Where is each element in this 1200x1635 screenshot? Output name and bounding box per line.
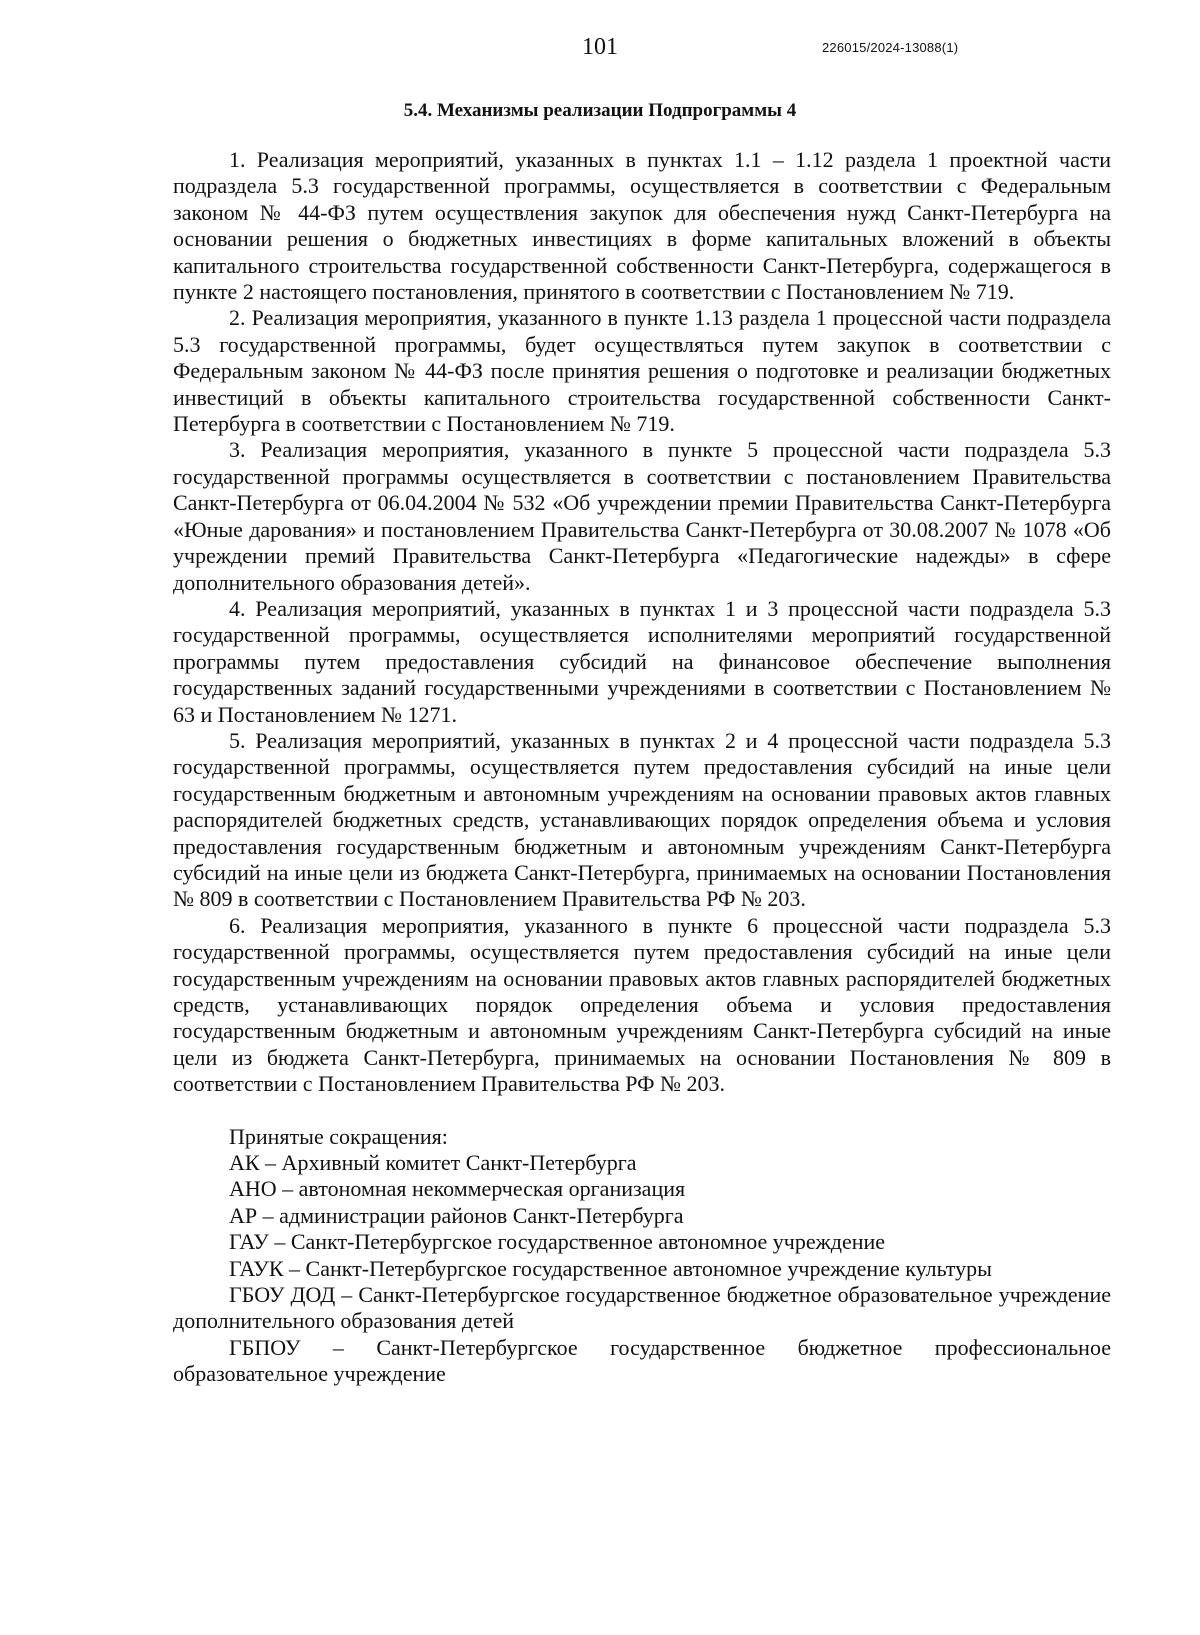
paragraph-3: 3. Реализация мероприятия, указанного в пункте 5 процессной части подраздела 5.3 государственной программы осуществляется в соответствии с постановлением Правительства Санкт-Петербурга от 06.04.2004 № 532 «Об учреждении премии Правительства Санкт-Петербурга «Юные дарования» и постановлением Правительства Санкт-Петербурга от 30.08.2007 № 1078 «Об учреждении премий Правительства Санкт-Петербурга «Педагогические надежды» в сфере дополнительного образования детей».: [173, 437, 1111, 595]
paragraph-6: 6. Реализация мероприятия, указанного в пункте 6 процессной части подраздела 5.3 государственной программы, осуществляется путем предоставления субсидий на иные цели государственным учреждениям на основании правовых актов главных распорядителей бюджетных средств, устанавливающих порядок определения объема и условия предоставления государственным бюджетным и автономным учреждениям Санкт-Петербурга субсидий на иные цели из бюджета Санкт-Петербурга, принимаемых на основании Постановления № 809 в соответствии с Постановлением Правительства РФ № 203.: [173, 912, 1111, 1097]
paragraph-2: 2. Реализация мероприятия, указанного в пункте 1.13 раздела 1 процессной части подраздела 5.3 государственной программы, будет осуществляться путем закупок в соответствии с Федеральным законом № 44-ФЗ после принятия решения о подготовке и реализации бюджетных инвестиций в объекты капитального строительства государственной собственности Санкт-Петербурга в соответствии с Постановлением № 719.: [173, 305, 1111, 437]
document-id: 226015/2024-13088(1): [822, 40, 959, 55]
abbreviation-item: АР – администрации районов Санкт-Петербурга: [229, 1202, 684, 1228]
abbreviation-item: ГБПОУ – Санкт-Петербургское государственное бюджетное профессиональное образовательное учреждение: [173, 1334, 1111, 1387]
paragraph-1: 1. Реализация мероприятий, указанных в пунктах 1.1 – 1.12 раздела 1 проектной части подраздела 5.3 государственной программы, осуществляется в соответствии с Федеральным законом № 44-ФЗ путем осуществления закупок для обеспечения нужд Санкт-Петербурга на основании решения о бюджетных инвестициях в форме капитальных вложений в объекты капитального строительства государственной собственности Санкт-Петербурга, содержащегося в пункте 2 настоящего постановления, принятого в соответствии с Постановлением № 719.: [173, 147, 1111, 305]
abbreviation-item: ГАУ – Санкт-Петербургское государственное автономное учреждение: [229, 1229, 886, 1255]
section-title: 5.4. Механизмы реализации Подпрограммы 4: [403, 100, 797, 121]
paragraph-4: 4. Реализация мероприятий, указанных в пунктах 1 и 3 процессной части подраздела 5.3 государственной программы, осуществляется исполнителями мероприятий государственной программы путем предоставления субсидий на финансовое обеспечение выполнения государственных заданий государственными учреждениями в соответствии с Постановлением № 63 и Постановлением № 1271.: [173, 595, 1111, 727]
abbreviations-heading: Принятые сокращения:: [229, 1123, 448, 1149]
abbreviation-item: АНО – автономная некоммерческая организация: [229, 1176, 686, 1202]
document-body: [173, 147, 1111, 1388]
abbreviation-item: ГБОУ ДОД – Санкт-Петербургское государственное бюджетное образовательное учреждение дополнительного образования детей: [173, 1282, 1111, 1334]
paragraph-5: 5. Реализация мероприятий, указанных в пунктах 2 и 4 процессной части подраздела 5.3 государственной программы, осуществляется путем предоставления субсидий на иные цели государственным бюджетным и автономным учреждениям на основании правовых актов главных распорядителей бюджетных средств, устанавливающих порядок определения объема и условия предоставления государственным бюджетным и автономным учреждениям Санкт-Петербурга субсидий на иные цели из бюджета Санкт-Петербурга, принимаемых на основании Постановления № 809 в соответствии с Постановлением Правительства РФ № 203.: [173, 727, 1111, 912]
page-number: 101: [582, 34, 618, 60]
abbreviations-list: [173, 1124, 1111, 1388]
abbreviation-item: ГАУК – Санкт-Петербургское государственное автономное учреждение культуры: [229, 1255, 992, 1281]
abbreviation-item: АК – Архивный комитет Санкт-Петербурга: [229, 1150, 637, 1176]
